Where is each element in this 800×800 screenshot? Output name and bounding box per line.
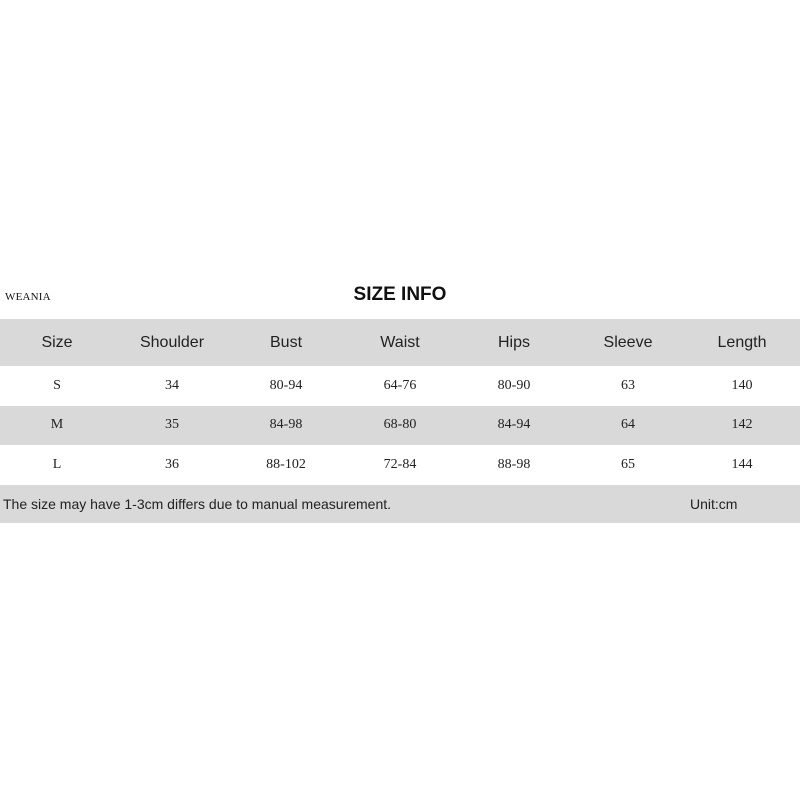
table-cell: 84-98 — [269, 417, 303, 433]
table-cell: 144 — [731, 456, 753, 472]
table-cell: 80-90 — [497, 377, 531, 393]
table-cell: 63 — [621, 377, 635, 393]
table-cell: M — [50, 417, 64, 433]
column-header-length: Length — [717, 333, 767, 351]
table-cell: 88-102 — [266, 456, 306, 472]
table-cell: 34 — [165, 377, 179, 393]
unit-label: Unit:cm — [690, 496, 738, 512]
column-header-bust: Bust — [269, 333, 303, 351]
table-cell: 72-84 — [383, 456, 417, 472]
brand-logo-text: WEANIA — [5, 291, 51, 303]
table-cell: 80-94 — [269, 377, 303, 393]
table-cell: 142 — [731, 417, 753, 433]
table-cell: 64 — [621, 417, 635, 433]
table-cell: 65 — [621, 456, 635, 472]
table-cell: 68-80 — [383, 417, 417, 433]
table-row-l — [0, 445, 800, 485]
measurement-note: The size may have 1-3cm differs due to manual measurement. — [3, 496, 392, 512]
table-row-m — [0, 406, 800, 446]
table-header-row — [0, 319, 800, 366]
column-header-hips: Hips — [497, 333, 531, 351]
size-table — [0, 319, 800, 485]
table-cell: 35 — [165, 417, 179, 433]
table-row-s — [0, 366, 800, 406]
column-header-waist: Waist — [380, 333, 420, 351]
column-header-size: Size — [41, 333, 73, 351]
table-cell: L — [52, 456, 62, 472]
table-cell: 88-98 — [497, 456, 531, 472]
table-cell: 140 — [731, 377, 753, 393]
measurement-note-bar — [0, 485, 800, 523]
column-header-sleeve: Sleeve — [603, 333, 653, 351]
table-cell: S — [53, 377, 61, 393]
table-cell: 64-76 — [383, 377, 417, 393]
page-title: SIZE INFO — [353, 284, 447, 305]
table-cell: 36 — [165, 456, 179, 472]
column-header-shoulder: Shoulder — [139, 333, 205, 351]
table-cell: 84-94 — [497, 417, 531, 433]
